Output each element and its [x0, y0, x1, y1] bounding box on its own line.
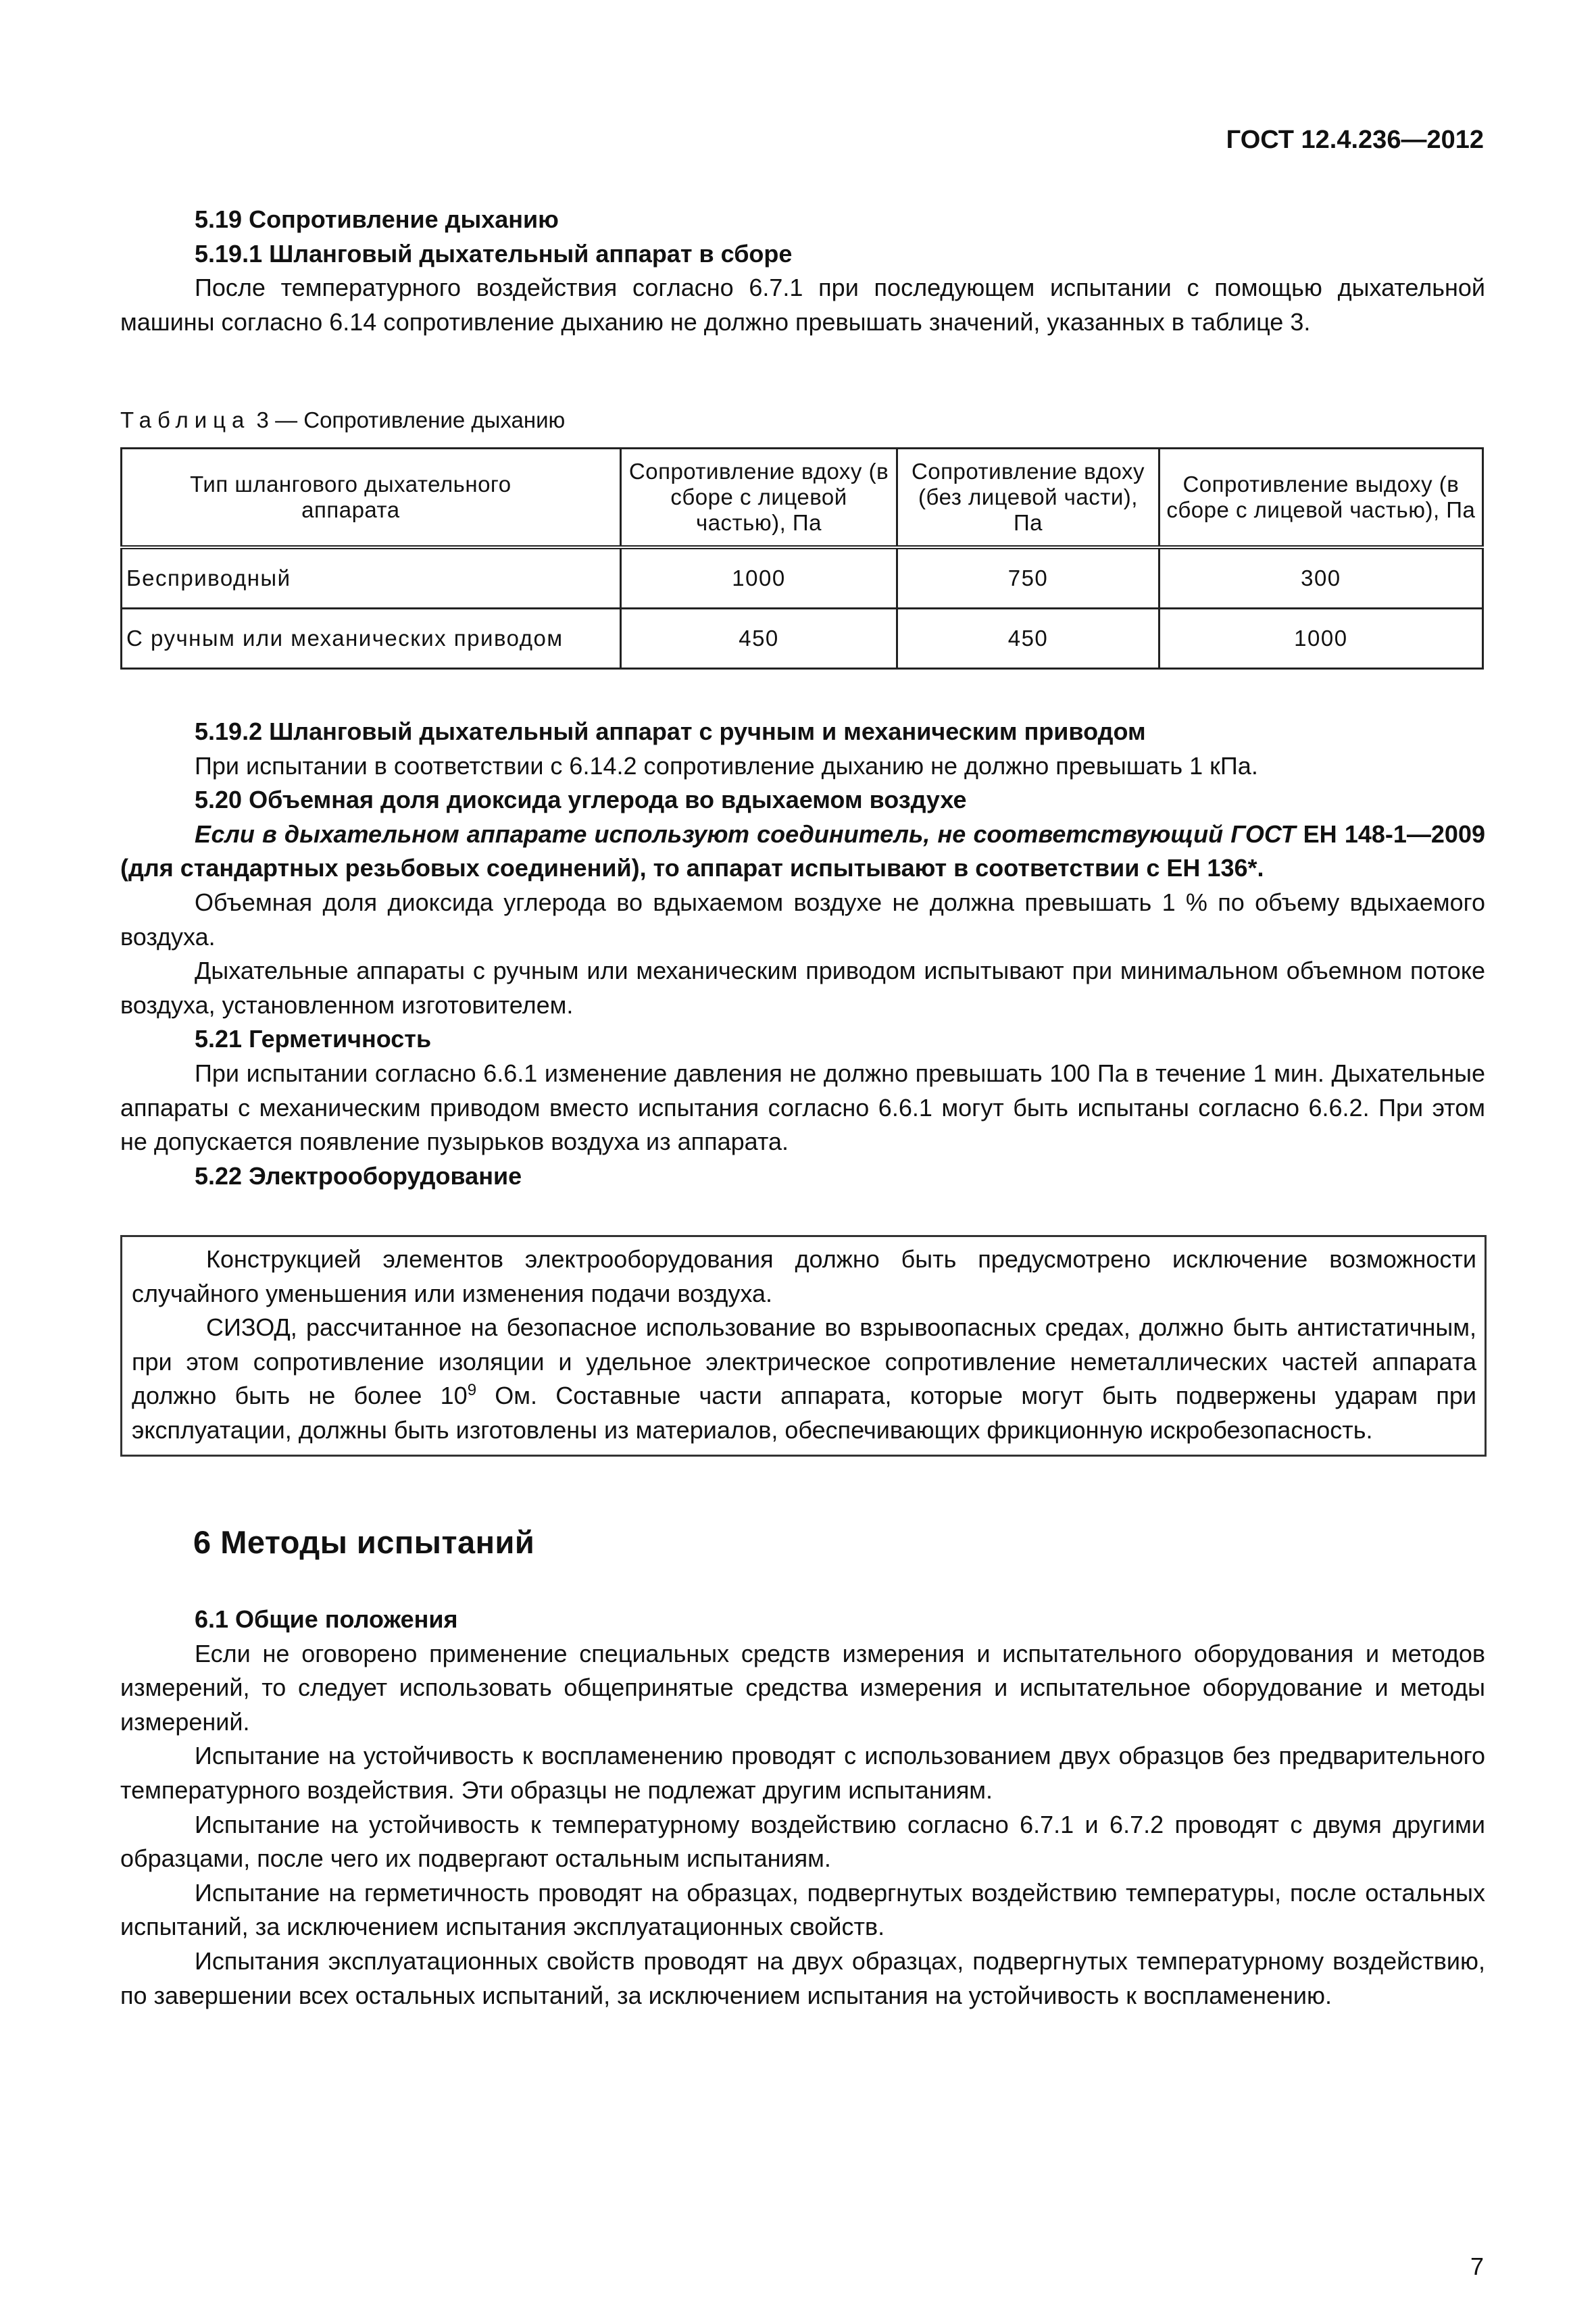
paragraph-6-1: Если не оговорено применение специальных средств измерения и испытательного оборудования и методов измерений, то следует использовать общепринятые средства измерения и испытательное оборудование и методы измерений.: [120, 1639, 1485, 1736]
header-cell: Сопротивление вдоху (в сборе с лицевой частью), Па: [620, 449, 897, 548]
header-cell: Сопротивление вдоху (без лицевой части), Па: [897, 449, 1159, 548]
header-cell: Тип шлангового дыхательного аппарата: [122, 449, 621, 548]
boxed-paragraph-1: Конструкцией элементов электрооборудования должно быть предусмотрено исключение возможности случайного уменьшения или изменения подачи воздуха.: [132, 1245, 1476, 1307]
paragraph-6-1: Испытание на устойчивость к температурному воздействию согласно 6.7.1 и 6.7.2 проводят с двумя другими образцами, после чего их подвергают остальным испытаниям.: [120, 1810, 1485, 1873]
section-6-title: 6 Методы испытаний: [193, 1524, 535, 1560]
table-row: [122, 609, 1483, 669]
table-caption-title: 3 — Сопротивление дыханию: [250, 407, 566, 432]
page-number: 7: [1470, 2253, 1484, 2280]
table-cell: 750: [897, 547, 1159, 609]
paragraph-5-20-1: Объемная доля диоксида углерода во вдыхаемом воздухе не должна превышать 1 % по объему вдыхаемого воздуха.: [120, 888, 1485, 951]
heading-5-19-2: 5.19.2 Шланговый дыхательный аппарат с ручным и механическим приводом: [195, 718, 1146, 745]
sections-5-19-2-to-5-22: [120, 715, 1485, 1193]
emphasis-italic-text: Если в дыхательном аппарате используют соединитель, не соответствующий ГОСТ: [195, 820, 1296, 848]
heading-5-19: 5.19 Сопротивление дыханию: [195, 205, 559, 233]
header-cell: Сопротивление выдоху (в сборе с лицевой частью), Па: [1159, 449, 1482, 548]
table-cell: 1000: [1159, 609, 1482, 669]
table-cell: С ручным или механических приводом: [122, 609, 621, 669]
table-cell: 300: [1159, 547, 1482, 609]
table-cell: 450: [897, 609, 1159, 669]
heading-5-20: 5.20 Объемная доля диоксида углерода во вдыхаемом воздухе: [195, 786, 967, 814]
emphasis-bold-text: ЕН 148-1—2009 (для стандартных резьбовых соединений), то аппарат испытывают в соответствии с ЕН 136*.: [120, 820, 1485, 882]
paragraph-5-21: При испытании согласно 6.6.1 изменение давления не должно превышать 100 Па в течение 1 мин. Дыхательные аппараты с механическим приводом вместо испытания согласно 6.6.1 могут быть испытаны согласно 6.6.2. При этом не допускается появление пузырьков воздуха из аппарата.: [120, 1059, 1485, 1156]
resistance-table: [120, 447, 1484, 670]
paragraph-5-19-1: После температурного воздействия согласно 6.7.1 при последующем испытании с помощью дыхательной машины согласно 6.14 сопротивление дыханию не должно превышать значений, указанных в таблице 3.: [120, 274, 1485, 336]
table-caption-prefix: Таблица: [120, 407, 251, 432]
section-5-19: [120, 203, 1485, 339]
document-code: ГОСТ 12.4.236—2012: [1226, 126, 1484, 154]
paragraph-6-1: Испытание на герметичность проводят на образцах, подвергнутых воздействию температуры, после остальных испытаний, за исключением испытания эксплуатационных свойств.: [120, 1878, 1485, 1941]
boxed-paragraph-2: [132, 1311, 1476, 1447]
boxed-text-part-a: СИЗОД, рассчитанное на безопасное использование во взрывоопасных средах, должно быть антистатичным, при этом сопротивление изоляции и удельное электрическое сопротивление неметаллических частей аппарата должно быть не более 10: [132, 1313, 1476, 1410]
table-header-row: [122, 449, 1483, 548]
table-row: [122, 547, 1483, 609]
exponent: 9: [467, 1381, 477, 1400]
paragraph-5-20-2: Дыхательные аппараты с ручным или механическим приводом испытывают при минимальном объемном потоке воздуха, установленном изготовителем.: [120, 957, 1485, 1019]
boxed-amendment: [120, 1235, 1487, 1457]
boxed-text-part-b: Ом. Составные части аппарата, которые могут быть подвержены ударам при эксплуатации, должны быть изготовлены из материалов, обеспечивающих фрикционную искробезопасность.: [132, 1382, 1476, 1444]
paragraph-5-20-emphasis: [120, 818, 1485, 886]
table-cell: 450: [620, 609, 897, 669]
paragraph-5-19-2: При испытании в соответствии с 6.14.2 сопротивление дыханию не должно превышать 1 кПа.: [195, 751, 1258, 780]
heading-5-22: 5.22 Электрооборудование: [195, 1161, 522, 1190]
table-cell: Бесприводный: [122, 547, 621, 609]
paragraph-6-1: Испытания эксплуатационных свойств проводят на двух образцах, подвергнутых температурному воздействию, по завершении всех остальных испытаний, за исключением испытания на устойчивость к воспламенению.: [120, 1946, 1485, 2009]
heading-5-19-1: 5.19.1 Шланговый дыхательный аппарат в сборе: [195, 239, 793, 268]
table-cell: 1000: [620, 547, 897, 609]
heading-6-1: 6.1 Общие положения: [195, 1605, 458, 1633]
heading-5-21: 5.21 Герметичность: [195, 1025, 432, 1053]
section-6-1: [120, 1603, 1485, 2013]
paragraph-6-1: Испытание на устойчивость к воспламенению проводят с использованием двух образцов без предварительного температурного воздействия. Эти образцы не подлежат другим испытаниям.: [120, 1742, 1485, 1804]
table-caption: [120, 403, 565, 438]
